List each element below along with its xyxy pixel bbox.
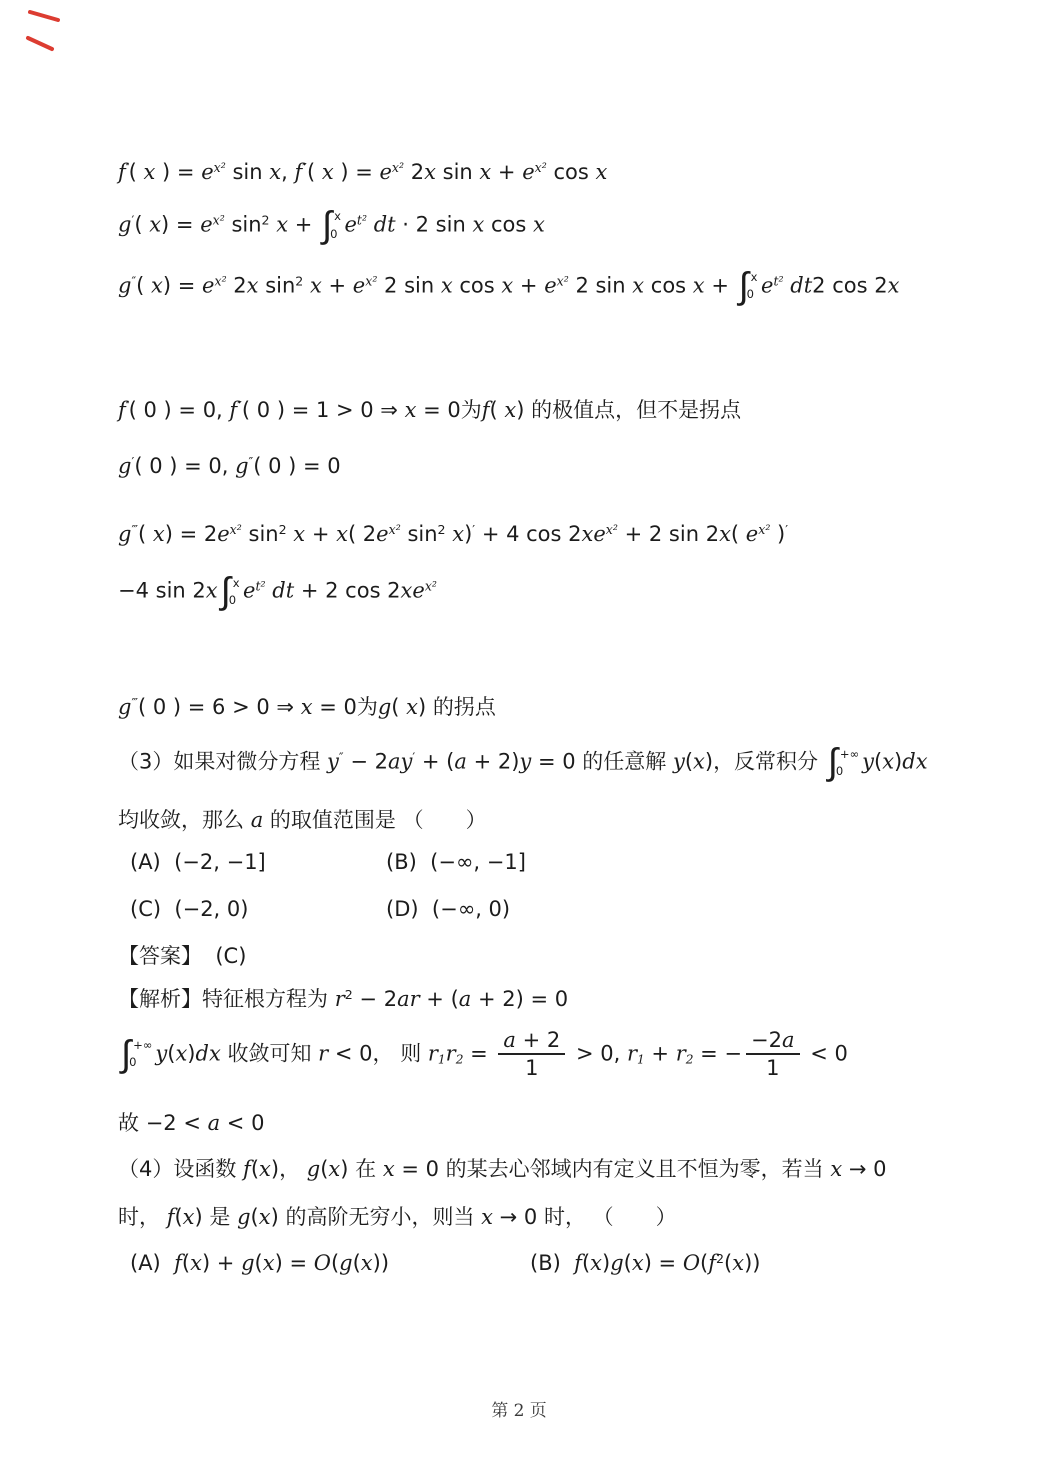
integral-sign: ∫ +∞ 0 bbox=[827, 740, 860, 784]
q3-analysis-roots: ∫ +∞ 0 y(x)dx 收敛可知 r < 0， 则 r1r2 = $\frac{a + 2}{1}$ > 0, r1 + r2 = − $\frac{-2a}{1}$ < 0 bbox=[121, 1027, 848, 1081]
integral-sign: ∫ +∞ 0 bbox=[121, 1031, 153, 1075]
q4-option-A: (A) f(x) + g(x) = O(g(x)) bbox=[130, 1250, 390, 1275]
line-g-second-derivative: g″( $x) = e^{x^2}$ 2x $\sin^2 x + e^{x^2}$ 2 sin x $\cos x + e^{x^2}$ 2 sin x cos x + ∫ x 0 $e^{t^2}$ dt2 cos 2x bbox=[118, 264, 900, 308]
question-4-stem-cont: 时， f(x) 是 g(x) 的高阶无穷小，则当 x → 0 时， （ ） bbox=[118, 1204, 677, 1229]
q3-options-row-2 bbox=[0, 895, 1038, 923]
question-4-stem: （4）设函数 f(x)， g(x) 在 x = 0 的某去心邻域内有定义且不恒为零，若当 x → 0 bbox=[118, 1156, 887, 1181]
option-D: (D) (−∞, 0) bbox=[386, 896, 511, 921]
line-g-zero-values: g′( 0 ) = 0, g″( 0 ) = 0 bbox=[118, 454, 341, 479]
line-f-derivatives: f′( x ) = $e^{x^2}$ sin x, f″( x ) = $e^{x^2}$ 2x $\sin x + e^{x^2}$ cos x bbox=[118, 160, 608, 184]
fraction: $\frac{-2a}{1}$ bbox=[746, 1027, 800, 1082]
question-3-stem: （3）如果对微分方程 y″ − 2ay′ + (a + 2)y = 0 的任意解 y(x)，反常积分 ∫ +∞ 0 y(x)dx bbox=[118, 740, 928, 784]
q3-analysis: 【解析】特征根方程为 $r^2 - 2ar + (a + 2) = 0$ bbox=[118, 986, 569, 1011]
line-g-first-derivative: g′( $x) = e^{x^2}$ $\sin^2 x$ + ∫ x 0 $e^{t^2}$ dt · 2 sin x cos x bbox=[118, 203, 545, 247]
line-g-inflection-conclusion: g‴( 0 ) = 6 > 0 ⇒ x = 0为g( x) 的拐点 bbox=[118, 695, 496, 720]
line-f-extremum-conclusion: f′( 0 ) = 0, f″( 0 ) = 1 > 0 ⇒ x = 0为f( x) 的极值点，但不是拐点 bbox=[118, 397, 742, 422]
q3-conclusion: 故 −2 < a < 0 bbox=[118, 1111, 265, 1136]
integral-sign: ∫ x 0 bbox=[322, 203, 341, 247]
line-g-third-derivative: g‴( $x) = 2e^{x^2}$ $\sin^2 x + x$( $2e^{x^2}$ $\sin^2 x)' + 4$ $\cos 2xe^{x^2} + 2$ sin 2x( $e^{x^2}$ )′ bbox=[118, 522, 789, 547]
integral-sign: ∫ x 0 bbox=[738, 264, 758, 308]
option-B: (B) (−∞, −1] bbox=[386, 850, 526, 875]
q3-answer: 【答案】 (C) bbox=[118, 943, 247, 968]
q3-options-row-1 bbox=[0, 848, 1038, 876]
q4-option-B: (B) $f(x)g(x) = O(f^2(x))$ bbox=[530, 1250, 761, 1275]
page-number: 第 2 页 bbox=[491, 1401, 547, 1421]
fraction: $\frac{a + 2}{1}$ bbox=[498, 1027, 565, 1082]
question-3-stem-cont: 均收敛，那么 a 的取值范围是 （ ） bbox=[118, 808, 487, 833]
integral-sign: ∫ x 0 bbox=[220, 569, 240, 613]
q4-options-row-1 bbox=[0, 1249, 1038, 1277]
option-A: (A) (−2, −1] bbox=[130, 850, 266, 875]
red-annotation-marks bbox=[18, 2, 82, 60]
option-C: (C) (−2, 0) bbox=[130, 896, 249, 921]
line-g-third-derivative-cont: −4 sin 2x ∫ x 0 $e^{t^2}$ dt + 2 $\cos 2xe^{x^2}$ bbox=[118, 569, 437, 613]
